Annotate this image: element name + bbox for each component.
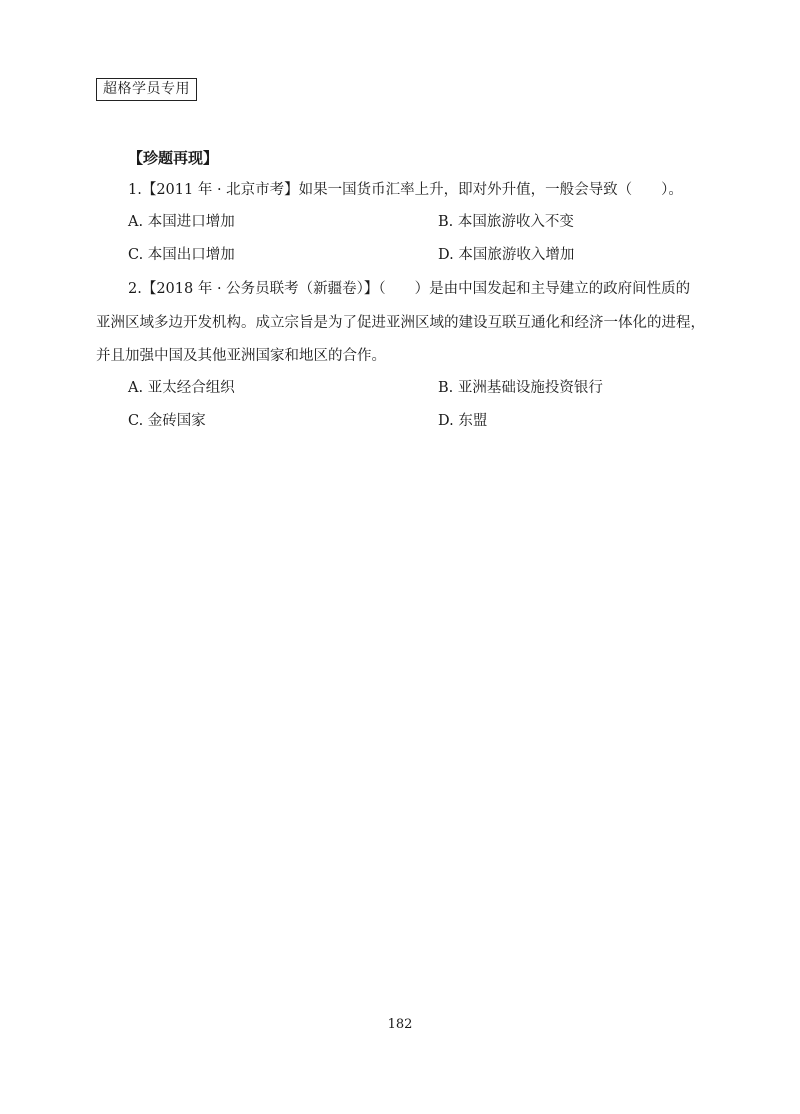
question-2-option-b: B. 亚洲基础设施投资银行 (438, 380, 603, 396)
student-only-stamp: 超格学员专用 (96, 78, 197, 101)
question-2-stem-line-1: 2.【2018 年 · 公务员联考（新疆卷）】（ ）是由中国发起和主导建立的政府间性质的 (128, 281, 691, 297)
question-1-option-d: D. 本国旅游收入增加 (438, 247, 575, 263)
question-2-stem-line-3: 并且加强中国及其他亚洲国家和地区的合作。 (96, 348, 386, 364)
question-2-option-c: C. 金砖国家 (128, 413, 206, 429)
question-1-option-b: B. 本国旅游收入不变 (438, 214, 574, 230)
question-2-option-d: D. 东盟 (438, 413, 488, 429)
section-title: 【珍题再现】 (128, 149, 219, 167)
question-2-option-a: A. 亚太经合组织 (128, 380, 235, 396)
page-number: 182 (387, 1017, 413, 1032)
question-2-stem-line-2: 亚洲区域多边开发机构。成立宗旨是为了促进亚洲区域的建设互联互通化和经济一体化的进程， (96, 315, 705, 331)
question-1-option-c: C. 本国出口增加 (128, 247, 235, 263)
question-1-stem: 1.【2011 年 · 北京市考】如果一国货币汇率上升，即对外升值，一般会导致（ ）。 (128, 182, 683, 198)
question-1-option-a: A. 本国进口增加 (128, 214, 235, 230)
